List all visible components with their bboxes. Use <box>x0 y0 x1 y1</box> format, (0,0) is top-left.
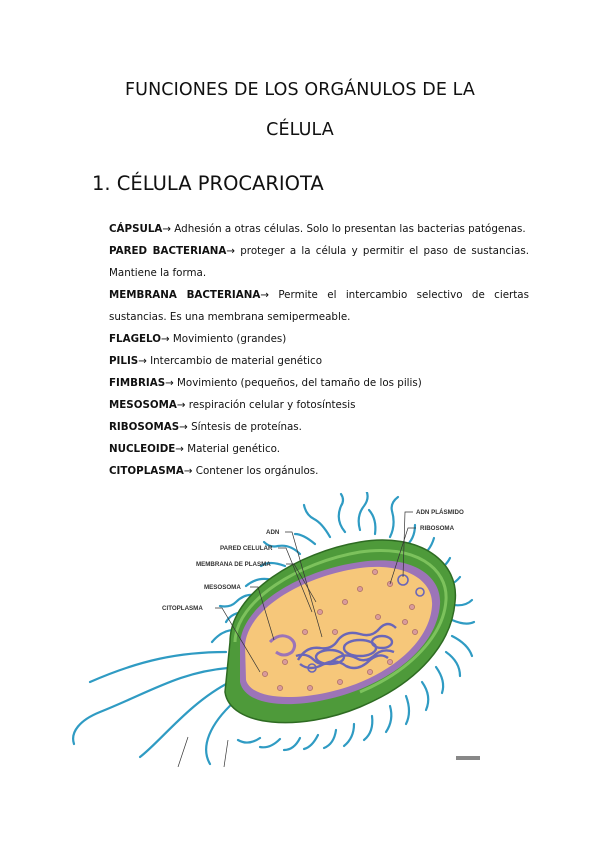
arrow-icon: → <box>138 355 147 367</box>
label-adn: ADN <box>266 529 280 536</box>
arrow-icon: → <box>175 443 184 455</box>
item-description: Movimiento (grandes) <box>169 333 287 345</box>
arrow-icon: → <box>165 377 174 389</box>
list-item <box>109 328 529 350</box>
scale-bar <box>456 756 480 760</box>
label-mesosoma: MESOSOMA <box>204 584 241 591</box>
title-line-2: CÉLULA <box>266 120 334 140</box>
label-ribosoma: RIBOSOMA <box>420 525 455 532</box>
list-item <box>109 350 529 372</box>
label-pared-celular: PARED CELULAR <box>220 545 273 552</box>
list-item <box>109 218 529 240</box>
arrow-icon: → <box>161 333 170 345</box>
arrow-icon: → <box>162 223 172 235</box>
list-item <box>109 394 529 416</box>
list-item <box>109 240 529 284</box>
list-item <box>109 284 529 328</box>
title-line-1: FUNCIONES DE LOS ORGÁNULOS DE LA <box>125 80 475 100</box>
item-description: Material genético. <box>183 443 280 455</box>
label-membrana-de-plasma: MEMBRANA DE PLASMA <box>196 561 271 568</box>
item-term: PARED BACTERIANA <box>109 245 227 257</box>
list-item <box>109 416 529 438</box>
item-term: RIBOSOMAS <box>109 421 180 433</box>
organelle-list <box>109 218 529 482</box>
item-term: MESOSOMA <box>109 399 177 411</box>
arrow-icon: → <box>176 399 186 411</box>
page-title <box>60 70 540 150</box>
arrow-icon: → <box>226 245 236 257</box>
list-item <box>109 438 529 460</box>
item-description: Adhesión a otras células. Solo lo presentan las bacterias patógenas. <box>171 223 526 235</box>
item-term: FIMBRIAS <box>109 377 166 389</box>
arrow-icon: → <box>260 289 269 301</box>
list-item <box>109 372 529 394</box>
label-citoplasma: CITOPLASMA <box>162 605 203 612</box>
label-adn-plasmido: ADN PLÁSMIDO <box>416 509 464 516</box>
item-term: FLAGELO <box>109 333 161 345</box>
item-term: NUCLEOIDE <box>109 443 176 455</box>
item-description: proteger a la célula y permitir el paso de sustancias. Mantiene la forma. <box>109 245 529 279</box>
arrow-icon: → <box>179 421 188 433</box>
item-description: Permite el intercambio selectivo de ciertas sustancias. Es una membrana semipermeable. <box>109 289 529 323</box>
item-term: PILIS <box>109 355 139 367</box>
item-description: Intercambio de material genético <box>146 355 323 367</box>
list-item <box>109 460 529 482</box>
arrow-icon: → <box>183 465 193 477</box>
item-description: Contener los orgánulos. <box>192 465 319 477</box>
item-term: CITOPLASMA <box>109 465 184 477</box>
section-heading: 1. CÉLULA PROCARIOTA <box>92 172 324 195</box>
item-term: MEMBRANA BACTERIANA <box>109 289 261 301</box>
item-term: CÁPSULA <box>109 223 163 235</box>
item-description: Síntesis de proteínas. <box>187 421 302 433</box>
prokaryotic-cell-diagram <box>60 492 490 767</box>
item-description: respiración celular y fotosíntesis <box>185 399 356 411</box>
item-description: Movimiento (pequeños, del tamaño de los pilis) <box>173 377 422 389</box>
